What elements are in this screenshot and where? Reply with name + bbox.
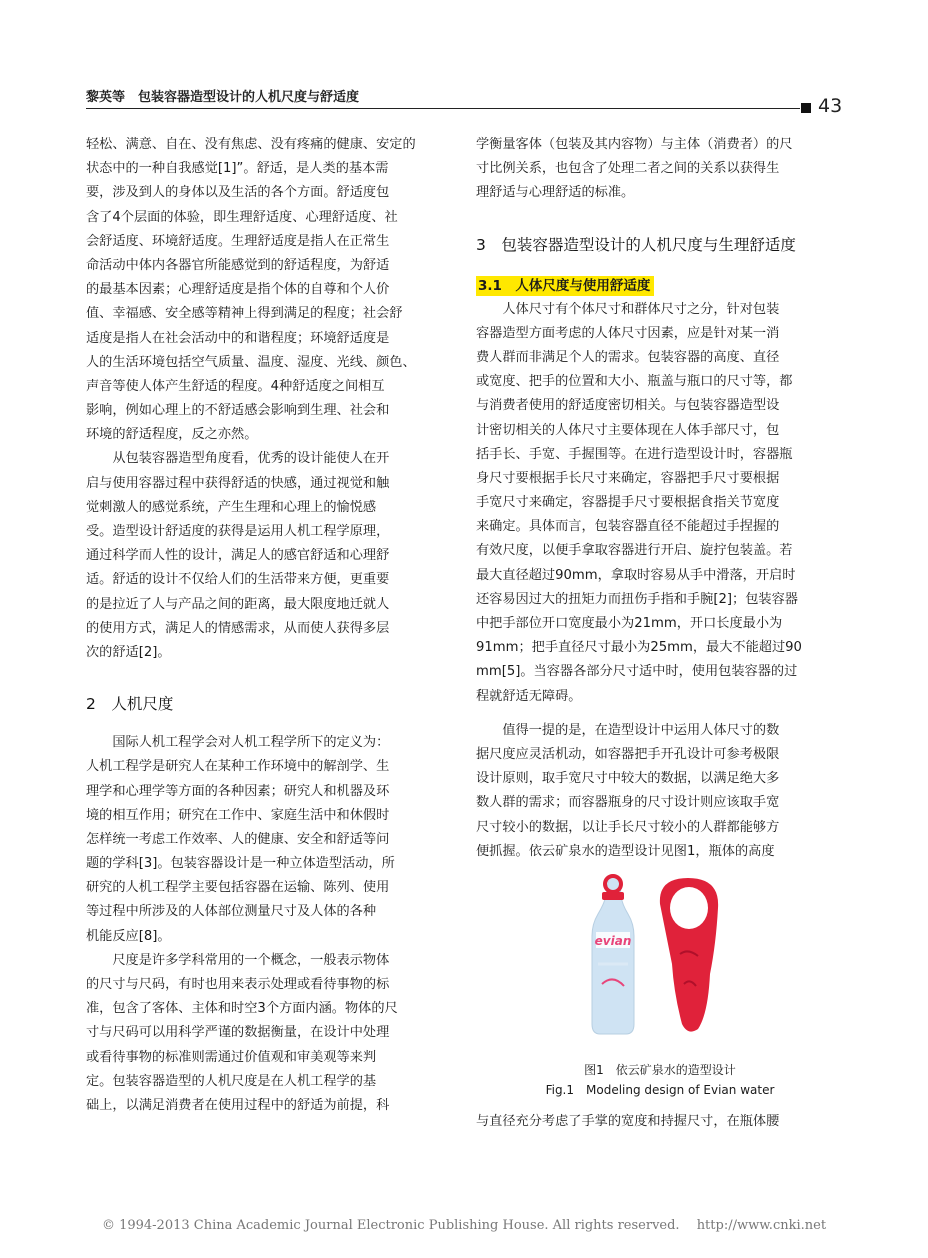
figure-caption-cn: 图1 依云矿泉水的造型设计 [584,1062,736,1077]
text-line: 尺度是许多学科常用的一个概念，一般表示物体 [86,952,390,968]
text-line: 状态中的一种自我感觉[1]”。舒适，是人类的基本需 [86,161,389,177]
subsection-heading-3-1: 3.1 人体尺度与使用舒适度 [476,276,654,296]
evian-bottle-photo [588,874,736,1039]
text-line: 适度是指人在社会活动中的和谐程度；环境舒适度是 [86,330,390,346]
paragraph-comfort-definition [86,133,456,447]
text-line: 等过程中所涉及的人体部位测量尺寸及人体的各种 [86,904,377,920]
text-line: mm[5]。当容器各部分尺寸适中时，使用包装容器的过 [476,664,798,680]
text-line: 身尺寸要根据手长尺寸来确定，容器把手尺寸要根据 [476,470,780,486]
text-line: 命活动中体内各器官所能感觉到的舒适程度，为舒适 [86,257,390,273]
text-line: 的是拉近了人与产品之间的距离，最大限度地迁就人 [86,596,390,612]
text-line: 费人群而非满足个人的需求。包装容器的高度、直径 [476,349,780,365]
text-line: 适。舒适的设计不仅给人们的生活带来方便，更重要 [86,572,390,588]
paragraph-scale-concept [86,949,456,1118]
text-line: 要，涉及到人的身体以及生活的各个方面。舒适度包 [86,185,390,201]
text-line: 理学和心理学等方面的各种因素；研究人和机器及环 [86,783,390,799]
text-line: 定。包装容器造型的人机尺度是在人机工程学的基 [86,1073,377,1089]
text-line: 尺寸较小的数据，以让手长尺寸较小的人群都能够方 [476,819,780,835]
section-heading-3: 3 包装容器造型设计的人机尺度与生理舒适度 [476,235,796,254]
red-cap-handle-graphic [660,878,718,1032]
text-line: 91mm；把手直径尺寸最小为25mm，最大不能超过90 [476,640,802,656]
text-line: 或看待事物的标准则需通过价值观和审美观等来判 [86,1049,377,1065]
text-line: 值、幸福感、安全感等精神上得到满足的程度；社会舒 [86,306,403,322]
text-line: 计密切相关的人体尺寸主要体现在人体手部尺寸，包 [476,422,780,438]
left-column [86,133,456,1118]
text-line: 觉刺激人的感觉系统，产生生理和心理上的愉悦感 [86,499,377,515]
text-line: 值得一提的是，在造型设计中运用人体尺寸的数 [476,722,780,738]
text-line: 寸比例关系，也包含了处理二者之间的关系以获得生 [476,161,780,177]
text-line: 设计原则，取手宽尺寸中较大的数据，以满足绝大多 [476,771,780,787]
text-line: 来确定。具体而言，包装容器直径不能超过手捏握的 [476,519,780,535]
text-line: 启与使用容器过程中获得舒适的快感，通过视觉和触 [86,475,390,491]
text-line: 中把手部位开口宽度最小为21mm，开口长度最小为 [476,616,783,631]
header-rule [86,108,800,109]
text-line: 据尺度应灵活机动，如容器把手开孔设计可参考极限 [476,746,780,762]
text-line: 寸与尺码可以用科学严谨的数据衡量，在设计中处理 [86,1025,390,1041]
text-line: 题的学科[3]。包装容器设计是一种立体造型活动，所 [86,856,395,872]
text-line: 环境的舒适程度，反之亦然。 [86,427,258,443]
text-line: 理舒适与心理舒适的标准。 [476,185,635,201]
text-line: 容器造型方面考虑的人体尺寸因素，应是针对某一消 [476,325,780,341]
text-line: 受。造型设计舒适度的获得是运用人机工程学原理， [86,524,390,539]
text-line: 的使用方式，满足人的情感需求，从而使人获得多层 [86,620,390,636]
paragraph-flexible-dimensions [476,719,844,864]
copyright-footer: © 1994-2013 China Academic Journal Electronic Publishing House. All rights reserved. http://www.cnki.net [101,1218,827,1233]
text-line: 从包装容器造型角度看，优秀的设计能使人在开 [86,451,390,467]
paragraph-ergonomics-definition [86,731,456,949]
right-column [476,133,844,1134]
section-heading-2: 2 人机尺度 [86,695,174,714]
text-line: 人的生活环境包括空气质量、温度、湿度、光线、颜色、 [86,354,416,370]
text-line: 怎样统一考虑工作效率、人的健康、安全和舒适等问 [86,831,390,847]
text-line: 与消费者使用的舒适度密切相关。与包装容器造型设 [476,398,780,414]
text-line: 最大直径超过90mm，拿取时容易从手中滑落，开启时 [476,567,796,583]
header-square-marker [801,103,811,113]
evian-logo-text: evian [594,933,632,948]
text-line: 础上，以满足消费者在使用过程中的舒适为前提，科 [86,1097,390,1113]
text-line: 国际人机工程学会对人机工程学所下的定义为： [86,735,390,751]
text-line: 便抓握。依云矿泉水的造型设计见图1，瓶体的高度 [476,843,775,859]
text-line: 学衡量客体（包装及其内容物）与主体（消费者）的尺 [476,137,793,152]
text-line: 准，包含了客体、主体和时空3个方面内涵。物体的尺 [86,1001,398,1017]
paragraph-scale-continued [476,133,844,206]
text-line: 的最基本因素；心理舒适度是指个体的自尊和个人价 [86,282,390,298]
paragraph-after-figure [476,1110,844,1134]
bottle-graphic [592,876,634,1034]
text-line: 括手长、手宽、手握围等。在进行造型设计时，容器瓶 [476,446,793,462]
text-line: 有效尺度，以便手拿取容器进行开启、旋拧包装盖。若 [476,543,793,559]
paragraph-body-dimensions [476,298,844,709]
text-line: 手宽尺寸来确定，容器提手尺寸要根据食指关节宽度 [476,495,780,511]
text-line: 境的相互作用；研究在工作中、家庭生活中和休假时 [86,807,390,823]
figure-caption-en: Fig.1 Modeling design of Evian water [545,1082,775,1097]
text-line: 声音等使人体产生舒适的程度。4种舒适度之间相互 [86,378,385,394]
text-line: 含了4个层面的体验，即生理舒适度、心理舒适度、社 [86,209,398,225]
text-line: 人体尺寸有个体尺寸和群体尺寸之分，针对包装 [476,301,780,317]
text-line: 还容易因过大的扭矩力而扭伤手指和手腕[2]；包装容器 [476,591,798,607]
running-header: 黎英等 包装容器造型设计的人机尺度与舒适度 [86,90,360,105]
text-line: 次的舒适[2]。 [86,644,171,660]
paragraph-design-comfort [86,447,456,665]
page-number: 43 [818,95,843,117]
text-line: 或宽度、把手的位置和大小、瓶盖与瓶口的尺寸等，都 [476,374,793,390]
text-line: 与直径充分考虑了手掌的宽度和持握尺寸，在瓶体腰 [476,1113,780,1129]
text-line: 研究的人机工程学主要包括容器在运输、陈列、使用 [86,880,390,896]
text-line: 影响，例如心理上的不舒适感会影响到生理、社会和 [86,403,390,419]
text-line: 的尺寸与尺码，有时也用来表示处理或看待事物的标 [86,977,390,992]
text-line: 程就舒适无障碍。 [476,688,582,704]
text-line: 机能反应[8]。 [86,928,171,944]
text-line: 人机工程学是研究人在某种工作环境中的解剖学、生 [86,759,390,775]
text-line: 数人群的需求；而容器瓶身的尺寸设计则应该取手宽 [476,795,780,811]
figure-1 [476,874,844,1060]
text-line: 轻松、满意、自在、没有焦虑、没有疼痛的健康、安定的 [86,137,416,152]
text-line: 通过科学而人性的设计，满足人的感官舒适和心理舒 [86,548,390,564]
text-line: 会舒适度、环境舒适度。生理舒适度是指人在正常生 [86,233,390,249]
